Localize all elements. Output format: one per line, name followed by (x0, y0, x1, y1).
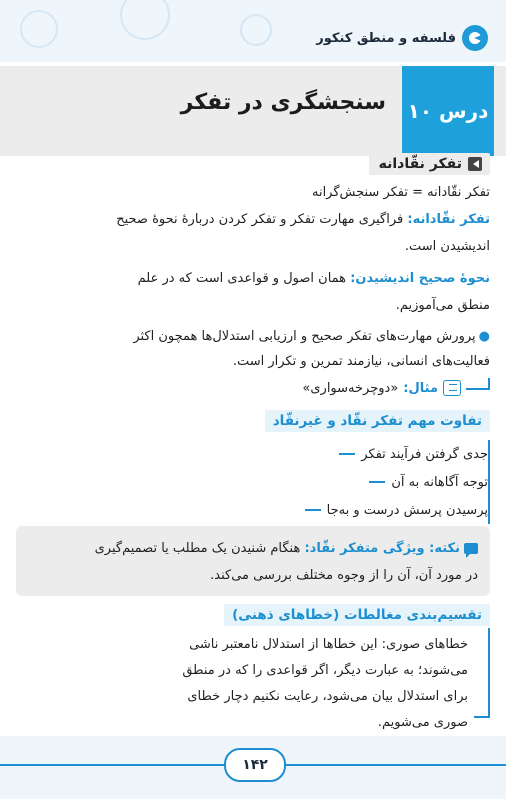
section-heading-critical-thinking (369, 153, 490, 175)
fallacy-line: صوری می‌شویم. (377, 715, 468, 730)
tree-item-text: توجه آگاهانه به آن (391, 474, 488, 490)
page-number: ۱۴۲ (224, 748, 286, 782)
fallacy-line: می‌شوند؛ به عبارت دیگر، اگر قواعدی را که در منطق (182, 663, 468, 678)
comment-icon (464, 543, 478, 554)
term2-cont: منطق می‌آموزیم. (395, 298, 490, 313)
brand (316, 25, 488, 51)
section-heading-text: تفکر نقّادانه (378, 156, 462, 172)
note-box (16, 526, 490, 596)
bullet-cont: فعالیت‌های انسانی، نیازمند تمرین و تکرار است. (232, 354, 490, 369)
note-text: هنگام شنیدن یک مطلب یا تصمیم‌گیری (94, 541, 305, 556)
fallacy-line: خطاهای صوری: این خطاها از استدلال نامعتبر ناشی (189, 637, 468, 652)
brand-logo-icon (462, 25, 488, 51)
tree-item (305, 496, 488, 524)
top-decorative-band (0, 0, 506, 62)
doodle-circle-icon (240, 14, 272, 46)
example-icon (443, 380, 461, 396)
note-cont: در مورد آن، آن را از وجوه مختلف بررسی می‌کند. (210, 568, 478, 583)
term2-text: همان اصول و قواعدی است که در علم (137, 271, 351, 286)
bullet-dot-icon: ● (478, 329, 490, 344)
brand-text: فلسفه و منطق کنکور (316, 30, 456, 46)
doodle-circle-icon (20, 10, 58, 48)
tree-item (305, 440, 488, 468)
connector-hook (466, 378, 490, 390)
tree-item (305, 468, 488, 496)
subheading-difference: تفاوت مهم تفکر نقّاد و غیرنقّاد (265, 410, 490, 432)
bullet-text: پرورش مهارت‌های تفکر صحیح و ارزیابی استدلال‌ها همچون اکثر (133, 329, 476, 344)
definition-line: تفکر نقّادانه = تفکر سنجش‌گرانه (311, 185, 490, 200)
term1-line (116, 211, 490, 229)
term1-label: تفکر نقّادانه: (407, 212, 490, 227)
note-label: نکته: ویژگی متفکر نقّاد: (304, 541, 460, 556)
play-icon (468, 157, 482, 171)
tree-branch (305, 509, 321, 511)
lesson-title: سنجشگری در تفکر (180, 90, 386, 115)
term1-text: فراگیری مهارت تفکر و تفکر کردن دربارهٔ نحوهٔ صحیح (116, 212, 408, 227)
note-line (95, 540, 478, 558)
example-text: «دوچرخه‌سواری» (302, 380, 399, 396)
tree-item-text: جدی گرفتن فرآیند تفکر (361, 446, 488, 462)
example-row (302, 380, 490, 396)
lesson-badge: درس ۱۰ (402, 66, 494, 156)
tree-item-text: پرسیدن پرسش درست و به‌جا (326, 502, 488, 518)
doodle-circle-icon (120, 0, 170, 40)
fallacy-bracket (474, 628, 490, 718)
term2-line (138, 270, 490, 288)
tree-branch (339, 453, 355, 455)
bullet-line (133, 328, 490, 346)
term2-label: نحوهٔ صحیح اندیشیدن: (350, 271, 490, 286)
fallacy-line: برای استدلال بیان می‌شود، رعایت نکنیم دچار خطای (187, 689, 468, 704)
tree-branch (369, 481, 385, 483)
difference-tree (305, 440, 490, 524)
example-label: مثال: (403, 380, 438, 396)
subheading-fallacies: تقسیم‌بندی مغالطات (خطاهای ذهنی) (224, 604, 490, 626)
term1-cont: اندیشیدن است. (404, 239, 490, 254)
